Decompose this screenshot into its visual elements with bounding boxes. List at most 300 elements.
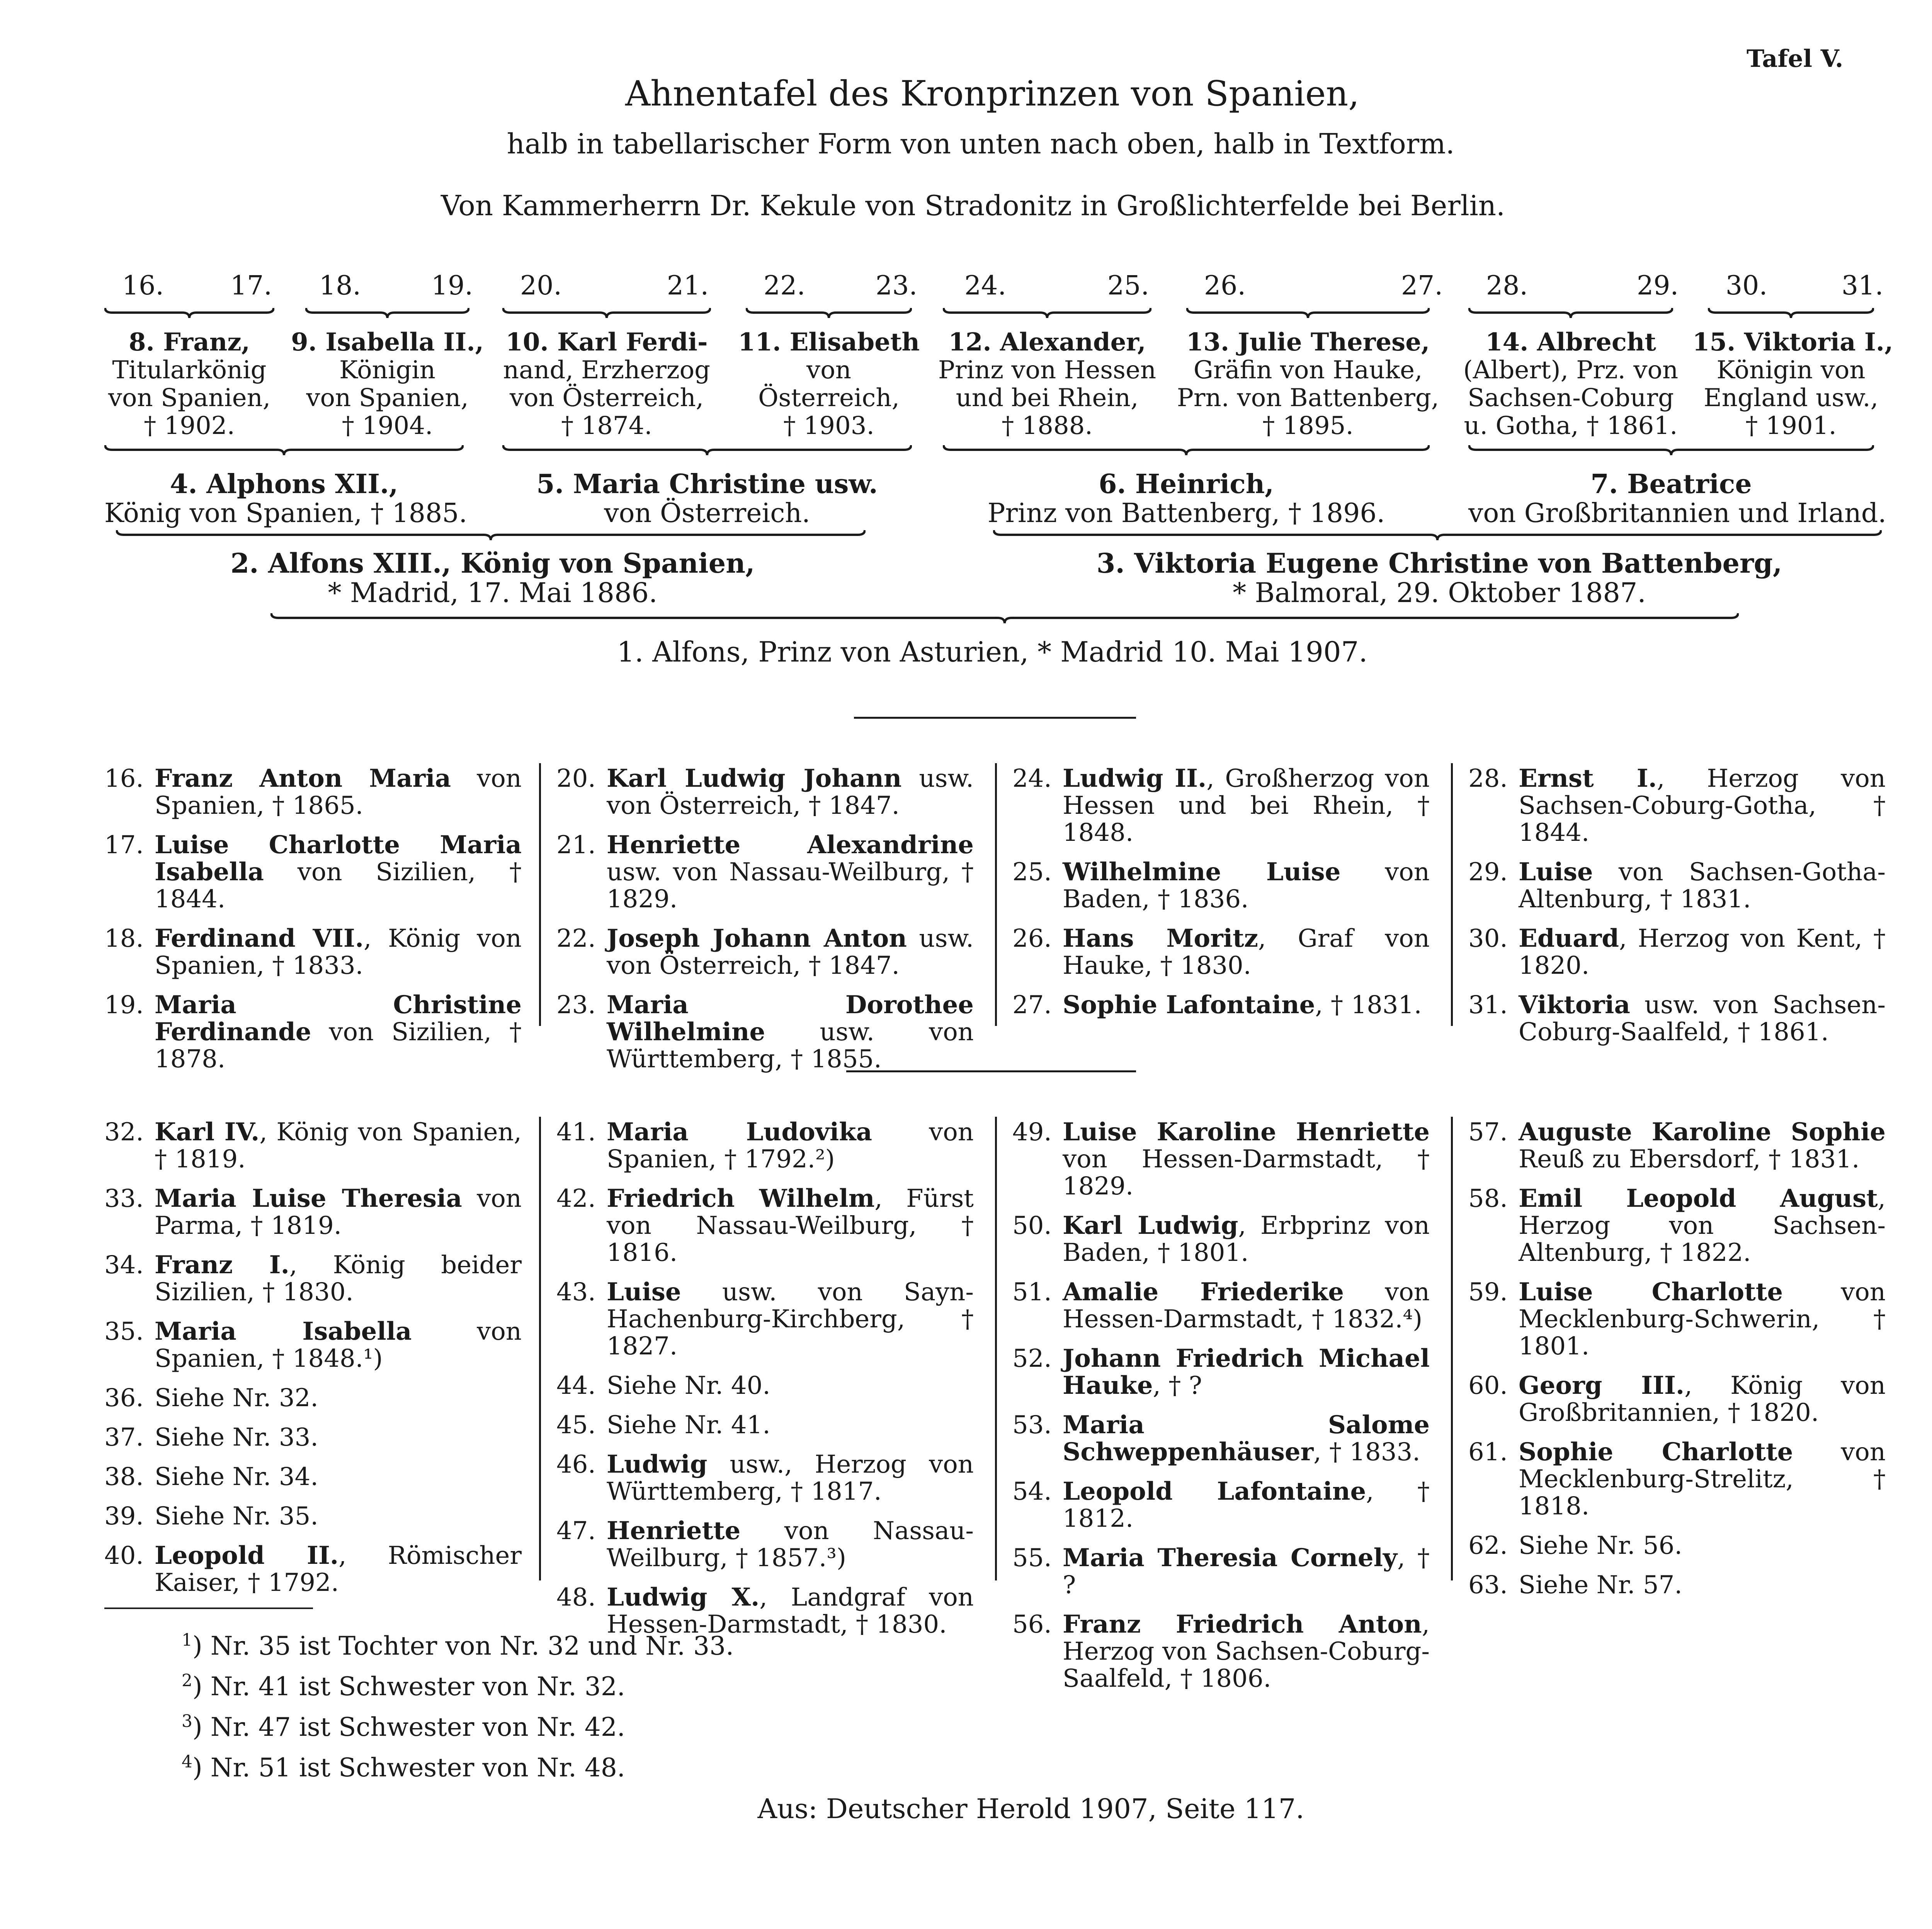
entry-number: 26.: [1012, 924, 1052, 953]
entry-text: Reuß zu Ebersdorf, † 1831.: [1519, 1145, 1860, 1174]
gen4-entry: [730, 328, 927, 440]
entry-number: 50.: [1012, 1211, 1052, 1240]
entry-number: 36.: [104, 1384, 144, 1412]
entry-text: , † ?: [1153, 1371, 1202, 1400]
entry-name: Leopold Lafontaine: [1063, 1477, 1366, 1506]
entry-number: 23.: [556, 991, 596, 1019]
entry-number: 51.: [1012, 1278, 1052, 1306]
entry-number: 25.: [1012, 858, 1052, 886]
entry-number: 42.: [556, 1184, 596, 1213]
gen4-line: 13. Julie Therese,: [1186, 328, 1430, 357]
entry: [1468, 1572, 1886, 1599]
entry-text: usw. von Sachsen-Coburg-Saalfeld, † 1861.: [1519, 991, 1886, 1046]
brace: [104, 307, 274, 319]
entry-number: 28.: [1468, 764, 1508, 793]
entry-name: Georg III.: [1519, 1371, 1685, 1400]
entry-text: , Erbprinz von Baden, † 1801.: [1063, 1211, 1430, 1267]
entry-number: 31.: [1468, 991, 1508, 1019]
entry-number: 35.: [104, 1317, 144, 1346]
entry-text: von Spanien, † 1865.: [155, 764, 522, 820]
gen2-line: * Madrid, 17. Mai 1886.: [328, 577, 658, 609]
entry-number: 49.: [1012, 1118, 1052, 1147]
entry-number: 29.: [1468, 858, 1508, 886]
gen3-line: von Großbritannien und Irland.: [1468, 498, 1886, 529]
entry-number: 34.: [104, 1251, 144, 1279]
entry-number: 45.: [556, 1411, 596, 1439]
entry-text: Siehe Nr. 35.: [155, 1502, 318, 1531]
entry-text: , Großherzog von Hessen und bei Rhein, † 1848.: [1063, 764, 1430, 847]
footnote: [182, 1623, 734, 1664]
entry: [104, 925, 522, 979]
gen4-entry: [1453, 328, 1689, 440]
gen4-line: 12. Alexander,: [948, 328, 1146, 357]
entry: [556, 1451, 974, 1505]
footnote-text: ) Nr. 41 ist Schwester von Nr. 32.: [192, 1672, 625, 1701]
gen4-line: von Österreich,: [509, 384, 704, 412]
entry-text: Siehe Nr. 57.: [1519, 1571, 1682, 1599]
entry-name: Luise: [607, 1277, 681, 1306]
entry-number: 60.: [1468, 1371, 1508, 1400]
entry-name: Ernst I.: [1519, 764, 1657, 793]
brace: [104, 444, 464, 456]
ancestor-number: 28.: [1486, 270, 1528, 301]
ancestor-number: 20.: [520, 270, 562, 301]
entry-column: [104, 1119, 522, 1609]
entry-name: Maria Salome Schweppenhäuser: [1063, 1410, 1430, 1466]
entry-number: 33.: [104, 1184, 144, 1213]
entry-number: 58.: [1468, 1184, 1508, 1213]
entry: [556, 765, 974, 819]
entry-name: Karl Ludwig Johann: [607, 764, 902, 793]
entry: [556, 1279, 974, 1360]
entry-name: Johann Friedrich Michael Hauke: [1063, 1344, 1430, 1400]
entry-number: 59.: [1468, 1278, 1508, 1306]
entry-name: Maria Ludovika: [607, 1118, 872, 1147]
gen3-line: von Österreich.: [604, 498, 810, 529]
column-divider: [1451, 1117, 1453, 1580]
entry-number: 19.: [104, 991, 144, 1019]
entry-text: , Herzog von Kent, † 1820.: [1519, 924, 1886, 980]
entry-number: 32.: [104, 1118, 144, 1147]
entry: [1468, 1439, 1886, 1520]
entry: [1468, 992, 1886, 1046]
gen4-entry: [290, 328, 485, 440]
gen3-entry: [943, 469, 1430, 528]
page-subtitle: halb in tabellarischer Form von unten nach oben, halb in Textform.: [507, 128, 1455, 160]
footnote-rule: [104, 1608, 313, 1609]
entry-name: Ludwig X.: [607, 1583, 760, 1612]
entry-number: 17.: [104, 831, 144, 859]
gen4-line: † 1895.: [1262, 412, 1354, 440]
gen4-line: England usw.,: [1704, 384, 1878, 412]
ancestor-number: 31.: [1841, 270, 1884, 301]
entry-text: , König von Spanien, † 1833.: [155, 924, 522, 980]
gen4-line: 15. Viktoria I.,: [1692, 328, 1893, 357]
gen3-entry: [502, 469, 912, 528]
entry-number: 24.: [1012, 764, 1052, 793]
entry-number: 18.: [104, 924, 144, 953]
entry-name: Henriette Alexandrine: [607, 830, 974, 859]
gen4-entry: [487, 328, 726, 440]
entry: [1012, 1545, 1430, 1599]
gen4-line: 14. Albrecht: [1485, 328, 1656, 357]
footnote-mark: 3: [182, 1711, 192, 1731]
entry: [1468, 925, 1886, 979]
gen2-line: 2. Alfons XIII., König von Spanien,: [230, 547, 755, 579]
entry-text: von Spanien, † 1792.²): [607, 1118, 974, 1174]
brace: [1186, 307, 1430, 319]
brace: [993, 529, 1882, 541]
entry-number: 38.: [104, 1463, 144, 1491]
entry: [104, 1318, 522, 1372]
entry: [1012, 1279, 1430, 1333]
gen3-line: 7. Beatrice: [1590, 469, 1752, 500]
entry: [556, 1119, 974, 1173]
entry-number: 55.: [1012, 1544, 1052, 1572]
entry-text: Siehe Nr. 34.: [155, 1463, 318, 1491]
gen4-line: Prinz von Hessen: [938, 356, 1156, 384]
entry-text: von Spanien, † 1848.¹): [155, 1317, 522, 1373]
entry: [1012, 992, 1430, 1019]
entry-text: von Hessen-Darmstadt, † 1832.⁴): [1063, 1278, 1430, 1334]
gen4-line: (Albert), Prz. von: [1463, 356, 1679, 384]
entry-text: usw. von Österreich, † 1847.: [607, 764, 974, 820]
entry-text: von Sizilien, † 1844.: [155, 858, 522, 913]
footnote-text: ) Nr. 51 ist Schwester von Nr. 48.: [192, 1753, 625, 1783]
brace: [943, 307, 1151, 319]
entry-text: , † 1831.: [1315, 991, 1422, 1019]
gen3-line: 4. Alphons XII.,: [170, 469, 398, 500]
entry-name: Luise: [1519, 857, 1593, 886]
entry-column: [1012, 765, 1430, 1031]
entry: [104, 832, 522, 913]
entry-column: [556, 1119, 974, 1650]
ancestor-number: 18.: [319, 270, 361, 301]
entry: [556, 1185, 974, 1266]
entry-number: 40.: [104, 1541, 144, 1570]
entry: [104, 765, 522, 819]
entry-text: , Herzog von Sachsen-Altenburg, † 1822.: [1519, 1184, 1886, 1267]
brace: [1468, 444, 1874, 456]
entry: [1012, 925, 1430, 979]
gen4-line: Gräfin von Hauke,: [1193, 356, 1423, 384]
entry-number: 16.: [104, 764, 144, 793]
entry: [104, 1503, 522, 1530]
entry: [1468, 1279, 1886, 1360]
entry-text: Siehe Nr. 56.: [1519, 1531, 1682, 1560]
gen4-line: 8. Franz,: [129, 328, 250, 357]
entry: [1468, 1372, 1886, 1426]
entry: [1468, 859, 1886, 913]
entry-text: Siehe Nr. 33.: [155, 1423, 318, 1452]
entry-column: [556, 765, 974, 1085]
entry-name: Sophie Charlotte: [1519, 1437, 1793, 1466]
entry-name: Franz Anton Maria: [155, 764, 451, 793]
entry: [104, 1252, 522, 1306]
entry-name: Luise Charlotte: [1519, 1277, 1783, 1306]
column-divider: [995, 763, 997, 1026]
entry-number: 54.: [1012, 1477, 1052, 1506]
entry-name: Maria Christine Ferdinande: [155, 990, 522, 1046]
gen4-line: nand, Erzherzog: [503, 356, 711, 384]
entry-text: usw. von Württemberg, † 1855.: [607, 1018, 974, 1073]
column-divider: [539, 1117, 541, 1580]
entry: [104, 1542, 522, 1596]
entry: [556, 925, 974, 979]
entry: [104, 1385, 522, 1412]
entry: [1468, 765, 1886, 846]
entry: [1468, 1532, 1886, 1559]
entry-name: Maria Luise Theresia: [155, 1184, 462, 1213]
entry-number: 39.: [104, 1502, 144, 1531]
entry-text: , † 1812.: [1063, 1477, 1430, 1533]
entry: [556, 992, 974, 1073]
entry-number: 53.: [1012, 1411, 1052, 1439]
entry-name: Franz Friedrich Anton: [1063, 1610, 1422, 1639]
entry: [104, 1463, 522, 1490]
separator-1: [854, 717, 1136, 719]
author-line: Von Kammerherrn Dr. Kekule von Stradonitz in Großlichterfelde bei Berlin.: [441, 189, 1505, 222]
entry-number: 61.: [1468, 1438, 1508, 1466]
entry-name: Karl Ludwig: [1063, 1211, 1238, 1240]
entry: [104, 1185, 522, 1239]
entry-text: von Parma, † 1819.: [155, 1184, 522, 1240]
footnote: [182, 1664, 734, 1704]
brace: [116, 529, 866, 541]
gen2-line: 3. Viktoria Eugene Christine von Battenberg,: [1096, 547, 1782, 579]
entry-text: Siehe Nr. 32.: [155, 1384, 318, 1412]
entry-text: usw., Herzog von Württemberg, † 1817.: [607, 1450, 974, 1506]
entry-number: 20.: [556, 764, 596, 793]
entry: [1012, 1212, 1430, 1266]
entry: [1012, 1119, 1430, 1200]
entry-name: Friedrich Wilhelm: [607, 1184, 875, 1213]
entry-number: 27.: [1012, 991, 1052, 1019]
entry-name: Eduard: [1519, 924, 1619, 953]
ancestor-number: 26.: [1204, 270, 1246, 301]
entry: [556, 1372, 974, 1399]
entry-text: von Sizilien, † 1878.: [155, 1018, 522, 1073]
entry-name: Joseph Johann Anton: [607, 924, 907, 953]
entry-text: Siehe Nr. 40.: [607, 1371, 770, 1400]
gen4-entry: [1692, 328, 1893, 440]
gen3-line: König von Spanien, † 1885.: [104, 498, 468, 529]
entry: [1012, 1412, 1430, 1466]
gen4-entry: [89, 328, 290, 440]
entry-name: Sophie Lafontaine: [1063, 990, 1315, 1019]
entry-text: usw. von Österreich, † 1847.: [607, 924, 974, 980]
entry: [556, 1517, 974, 1572]
entry: [1012, 1611, 1430, 1692]
gen3-line: Prinz von Battenberg, † 1896.: [987, 498, 1385, 529]
gen4-line: Prn. von Battenberg,: [1177, 384, 1439, 412]
entry-name: Hans Moritz: [1063, 924, 1258, 953]
entry-name: Amalie Friederike: [1063, 1277, 1344, 1306]
ancestor-number: 16.: [122, 270, 164, 301]
gen3-line: 6. Heinrich,: [1099, 469, 1274, 500]
gen4-line: von: [806, 356, 851, 384]
gen4-line: † 1888.: [1002, 412, 1093, 440]
gen4-line: † 1901.: [1745, 412, 1837, 440]
entry-text: , † ?: [1063, 1544, 1430, 1599]
entry-text: , Herzog von Sachsen-Coburg-Saalfeld, † 1806.: [1063, 1610, 1430, 1693]
entry: [104, 1424, 522, 1451]
brace: [502, 444, 912, 456]
footnote-mark: 4: [182, 1752, 192, 1772]
entry-name: Luise Karoline Henriette: [1063, 1118, 1430, 1147]
entry: [556, 1412, 974, 1439]
entry-number: 30.: [1468, 924, 1508, 953]
gen4-line: Sachsen-Coburg: [1468, 384, 1674, 412]
entry-text: von Mecklenburg-Schwerin, † 1801.: [1519, 1278, 1886, 1361]
entry-text: von Mecklenburg-Strelitz, † 1818.: [1519, 1438, 1886, 1521]
entry: [1468, 1185, 1886, 1266]
entry: [104, 992, 522, 1073]
entry-column: [1468, 765, 1886, 1058]
footnote-mark: 2: [182, 1671, 192, 1691]
entry: [556, 832, 974, 913]
gen4-line: Titularkönig: [112, 356, 267, 384]
gen4-line: u. Gotha, † 1861.: [1464, 412, 1678, 440]
gen3-line: 5. Maria Christine usw.: [536, 469, 878, 500]
gen4-line: 10. Karl Ferdi-: [505, 328, 708, 357]
gen4-line: † 1903.: [783, 412, 874, 440]
entry-number: 52.: [1012, 1344, 1052, 1373]
entry-number: 57.: [1468, 1118, 1508, 1147]
gen3-entry: [104, 469, 468, 529]
entry-name: Ferdinand VII.: [155, 924, 364, 953]
entry-text: , König beider Sizilien, † 1830.: [155, 1251, 522, 1306]
gen4-line: † 1902.: [144, 412, 235, 440]
brace: [1708, 307, 1874, 319]
entry-text: von Sachsen-Gotha-Altenburg, † 1831.: [1519, 858, 1886, 913]
ancestor-number: 25.: [1107, 270, 1150, 301]
entry-number: 22.: [556, 924, 596, 953]
entry-text: , † 1833.: [1313, 1438, 1420, 1466]
entry: [1012, 765, 1430, 846]
footnote-text: ) Nr. 47 ist Schwester von Nr. 42.: [192, 1712, 625, 1742]
gen4-line: 11. Elisabeth: [738, 328, 920, 357]
entry: [1468, 1119, 1886, 1173]
ancestor-number: 21.: [667, 270, 709, 301]
gen4-line: Österreich,: [758, 384, 900, 412]
entry-text: , Fürst von Nassau-Weilburg, † 1816.: [607, 1184, 974, 1267]
gen4-line: Königin: [339, 356, 435, 384]
entry-number: 47.: [556, 1517, 596, 1545]
entry-text: , König von Großbritannien, † 1820.: [1519, 1371, 1886, 1427]
brace: [270, 612, 1739, 624]
entry-text: usw. von Sayn-Hachenburg-Kirchberg, † 1827.: [607, 1278, 974, 1361]
entry-text: , Landgraf von Hessen-Darmstadt, † 1830.: [607, 1583, 974, 1639]
ancestor-number: 23.: [875, 270, 918, 301]
entry-number: 21.: [556, 831, 596, 859]
ancestor-number: 19.: [431, 270, 473, 301]
ancestor-number: 17.: [230, 270, 272, 301]
plate-label: Tafel V.: [1747, 44, 1844, 73]
entry-column: [1012, 1119, 1430, 1704]
entry-number: 63.: [1468, 1571, 1508, 1599]
entry-number: 48.: [556, 1583, 596, 1612]
entry-name: Henriette: [607, 1516, 741, 1545]
brace: [943, 444, 1430, 456]
gen4-line: Königin von: [1716, 356, 1866, 384]
gen4-entry: [1171, 328, 1445, 440]
brace: [305, 307, 469, 319]
entry-text: , Römischer Kaiser, † 1792.: [155, 1541, 522, 1597]
ancestor-number: 27.: [1401, 270, 1443, 301]
entry-number: 37.: [104, 1423, 144, 1452]
entry: [104, 1119, 522, 1173]
entry-number: 43.: [556, 1278, 596, 1306]
entry-name: Franz I.: [155, 1250, 289, 1279]
entry: [1012, 1478, 1430, 1532]
entry-name: Maria Theresia Cornely: [1063, 1543, 1398, 1572]
brace: [1468, 307, 1673, 319]
entry-name: Emil Leopold August: [1519, 1184, 1878, 1213]
column-divider: [539, 763, 541, 1026]
gen2-entry: [135, 549, 850, 607]
entry-name: Luise Charlotte Maria Isabella: [155, 830, 522, 886]
entry-number: 56.: [1012, 1610, 1052, 1639]
ancestor-number: 30.: [1725, 270, 1768, 301]
entry-text: Siehe Nr. 41.: [607, 1411, 770, 1439]
entry-text: von Nassau-Weilburg, † 1857.³): [607, 1517, 974, 1572]
gen4-line: und bei Rhein,: [956, 384, 1139, 412]
gen4-line: 9. Isabella II.,: [291, 328, 484, 357]
entry-name: Leopold II.: [155, 1541, 339, 1570]
entry-number: 62.: [1468, 1531, 1508, 1560]
gen4-entry: [927, 328, 1167, 440]
entry-text: von Baden, † 1836.: [1063, 858, 1430, 913]
entry: [1012, 1345, 1430, 1399]
entry-number: 44.: [556, 1371, 596, 1400]
entry-name: Auguste Karoline Sophie: [1519, 1118, 1886, 1147]
entry: [1012, 859, 1430, 913]
entry-name: Ludwig: [607, 1450, 707, 1479]
footnote: [182, 1745, 734, 1785]
entry-number: 46.: [556, 1450, 596, 1479]
entry-text: , Graf von Hauke, † 1830.: [1063, 924, 1430, 980]
entry-number: 41.: [556, 1118, 596, 1147]
footnote-text: ) Nr. 35 ist Tochter von Nr. 32 und Nr. 33.: [192, 1631, 734, 1661]
entry-name: Wilhelmine Luise: [1063, 857, 1341, 886]
gen4-line: † 1874.: [561, 412, 652, 440]
gen4-line: von Spanien,: [108, 384, 271, 412]
proband: 1. Alfons, Prinz von Asturien, * Madrid 10. Mai 1907.: [617, 636, 1368, 668]
entry-text: , König von Spanien, † 1819.: [155, 1118, 522, 1174]
brace: [502, 307, 711, 319]
entry-name: Viktoria: [1519, 990, 1630, 1019]
brace: [746, 307, 912, 319]
column-divider: [1451, 763, 1453, 1026]
entry-text: usw. von Nassau-Weilburg, † 1829.: [607, 858, 974, 913]
entry-name: Maria Isabella: [155, 1317, 412, 1346]
entry-name: Maria Dorothee Wilhelmine: [607, 990, 974, 1046]
entry-text: , Herzog von Sachsen-Coburg-Gotha, † 1844.: [1519, 764, 1886, 847]
source-line: Aus: Deutscher Herold 1907, Seite 117.: [757, 1793, 1304, 1825]
footnote: [182, 1704, 734, 1745]
footnote-mark: 1: [182, 1630, 192, 1650]
entry-column: [104, 765, 522, 1085]
gen3-entry: [1468, 469, 1886, 529]
gen4-line: † 1904.: [342, 412, 433, 440]
ancestor-number: 29.: [1636, 270, 1679, 301]
entry-name: Ludwig II.: [1063, 764, 1207, 793]
gen2-entry: [1005, 549, 1874, 607]
gen4-line: von Spanien,: [306, 384, 469, 412]
ancestor-number: 22.: [763, 270, 806, 301]
footnotes: [182, 1623, 734, 1785]
